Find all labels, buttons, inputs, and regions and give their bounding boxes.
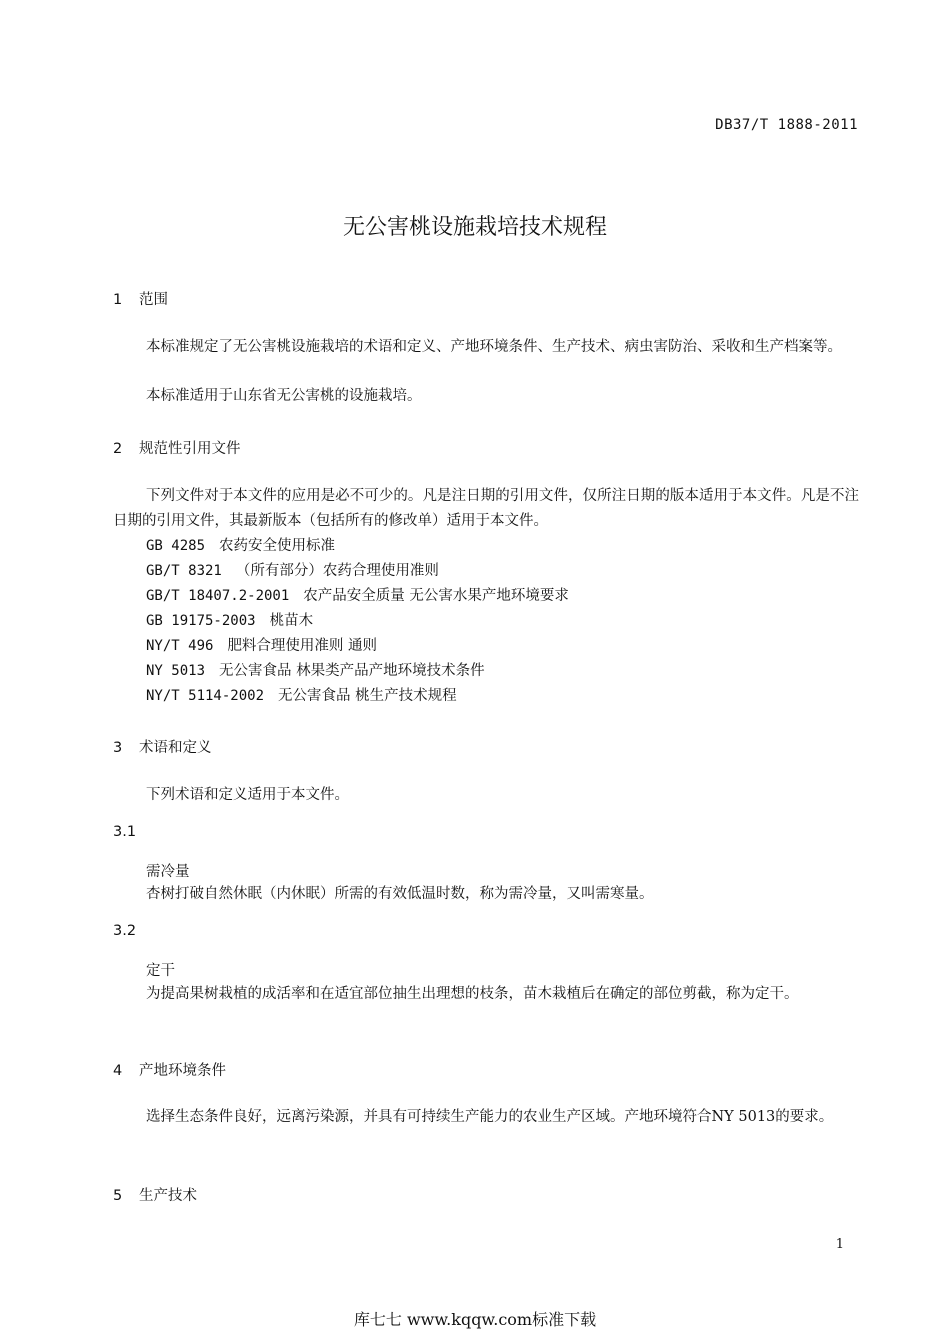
section-1-heading	[113, 288, 168, 309]
section-5-heading	[113, 1184, 197, 1205]
term-3-2-name: 定干	[146, 963, 175, 979]
section-4-heading	[113, 1059, 226, 1080]
reference-item	[146, 609, 313, 630]
reference-title: 桃苗木	[269, 613, 314, 629]
section-number: 1	[113, 292, 123, 308]
reference-item	[146, 559, 439, 580]
section-2-paragraph-1: 下列文件对于本文件的应用是必不可少的。凡是注日期的引用文件，仅所注日期的版本适用于本文件。凡是不注日期的引用文件，其最新版本（包括所有的修改单）适用于本文件。	[113, 488, 859, 529]
reference-code: NY 5013	[146, 663, 206, 679]
section-1-paragraph-2: 本标准适用于山东省无公害桃的设施栽培。	[146, 388, 422, 404]
document-title: 无公害桃设施栽培技术规程	[342, 215, 607, 240]
reference-title: 肥料合理使用准则 通则	[227, 638, 378, 654]
reference-item	[146, 659, 485, 680]
reference-title: 无公害食品 林果类产品产地环境技术条件	[219, 663, 485, 679]
section-1-paragraph-1: 本标准规定了无公害桃设施栽培的术语和定义、产地环境条件、生产技术、病虫害防治、采收和生产档案等。	[146, 339, 842, 355]
term-3-2-number: 3.2	[113, 923, 137, 939]
section-number: 3	[113, 740, 123, 756]
reference-item	[146, 534, 335, 555]
page-number: 1	[835, 1237, 844, 1252]
section-number: 2	[113, 441, 123, 457]
reference-code: GB/T 8321	[146, 563, 222, 579]
reference-title: （所有部分）农药合理使用准则	[235, 563, 439, 579]
reference-code: GB 4285	[146, 538, 206, 554]
section-number: 5	[113, 1188, 123, 1204]
reference-code: GB 19175-2003	[146, 613, 256, 629]
section-2-heading	[113, 437, 241, 458]
reference-title: 农产品安全质量 无公害水果产地环境要求	[303, 588, 569, 604]
term-3-1-name: 需冷量	[146, 864, 190, 880]
term-3-1-definition: 杏树打破自然休眠（内休眠）所需的有效低温时数，称为需冷量，又叫需寒量。	[146, 886, 654, 902]
reference-code: GB/T 18407.2-2001	[146, 588, 290, 604]
section-title: 产地环境条件	[139, 1063, 226, 1079]
section-number: 4	[113, 1063, 123, 1079]
section-title: 范围	[139, 292, 168, 308]
term-3-2-definition: 为提高果树栽植的成活率和在适宜部位抽生出理想的枝条，苗木栽植后在确定的部位剪截，称为定干。	[146, 986, 799, 1002]
reference-code: NY/T 5114-2002	[146, 688, 265, 704]
footer-watermark: 库七七 www.kqqw.com标准下载	[353, 1310, 597, 1329]
reference-item	[146, 584, 569, 605]
section-3-heading	[113, 736, 212, 757]
reference-title: 农药安全使用标准	[219, 538, 336, 554]
section-title: 生产技术	[139, 1188, 197, 1204]
reference-item	[146, 634, 377, 655]
reference-code: NY/T 496	[146, 638, 214, 654]
reference-item	[146, 684, 457, 705]
term-3-1-number: 3.1	[113, 824, 137, 840]
section-3-paragraph-1: 下列术语和定义适用于本文件。	[146, 787, 349, 803]
section-title: 规范性引用文件	[139, 441, 241, 457]
section-4-paragraph-1: 选择生态条件良好，远离污染源，并具有可持续生产能力的农业生产区域。产地环境符合NY 5013的要求。	[146, 1109, 834, 1125]
standard-code: DB37/T 1888-2011	[715, 117, 858, 133]
reference-title: 无公害食品 桃生产技术规程	[278, 688, 457, 704]
section-title: 术语和定义	[139, 740, 212, 756]
